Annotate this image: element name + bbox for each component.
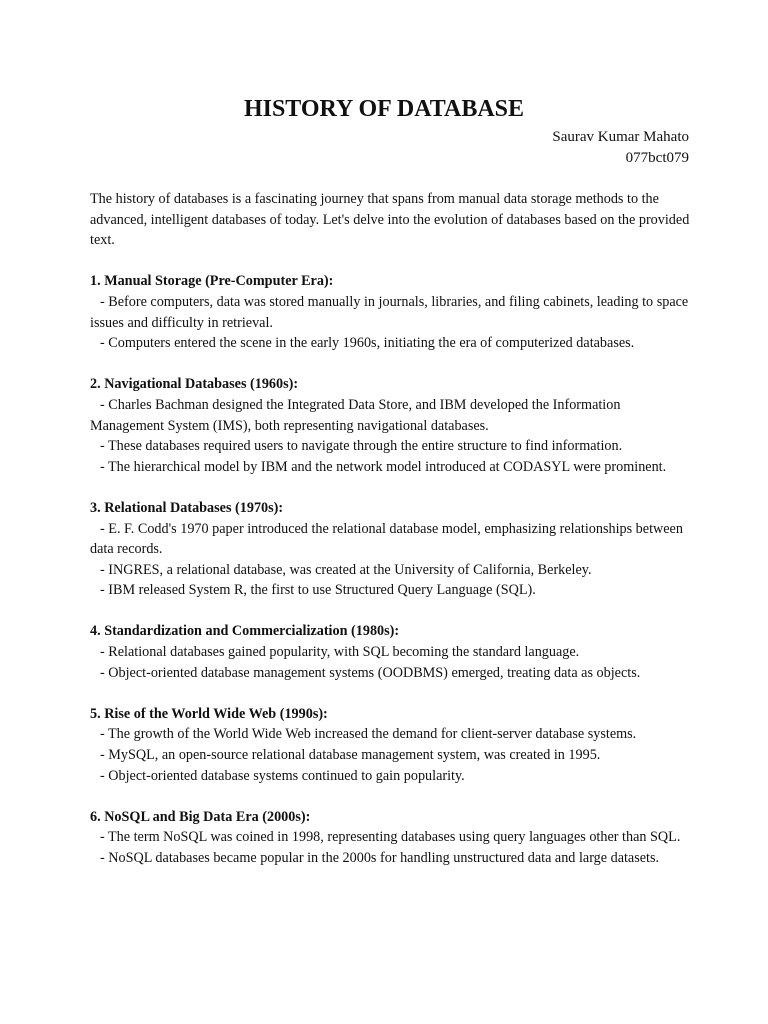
- section-world-wide-web: [90, 704, 690, 786]
- document-title: HISTORY OF DATABASE: [243, 96, 525, 122]
- section-navigational-databases: [90, 374, 690, 477]
- section-bullet: - Object-oriented database management systems (OODBMS) emerged, treating data as objects.: [100, 664, 641, 681]
- section-bullet: - IBM released System R, the first to use Structured Query Language (SQL).: [100, 582, 536, 599]
- section-heading: 5. Rise of the World Wide Web (1990s):: [90, 705, 328, 722]
- section-bullet: - The growth of the World Wide Web increased the demand for client-server database systems.: [100, 726, 637, 743]
- section-bullet: - Object-oriented database systems continued to gain popularity.: [100, 767, 465, 784]
- section-heading: 1. Manual Storage (Pre-Computer Era):: [90, 273, 334, 290]
- section-bullet: - Before computers, data was stored manually in journals, libraries, and filing cabinets, leading to space issues and difficulty in retrieval.: [90, 293, 689, 331]
- section-heading: 3. Relational Databases (1970s):: [90, 499, 284, 516]
- section-standardization: [90, 621, 690, 683]
- section-bullet: - Computers entered the scene in the early 1960s, initiating the era of computerized databases.: [100, 335, 635, 352]
- author-id: 077bct079: [625, 150, 689, 166]
- section-manual-storage: [90, 271, 690, 353]
- author-name: Saurav Kumar Mahato: [552, 129, 689, 145]
- section-bullet: - The hierarchical model by IBM and the network model introduced at CODASYL were prominent.: [100, 458, 667, 475]
- section-heading: 4. Standardization and Commercialization (1980s):: [90, 623, 400, 640]
- section-heading: 6. NoSQL and Big Data Era (2000s):: [90, 808, 311, 825]
- author-block: [552, 127, 689, 169]
- section-heading: 2. Navigational Databases (1960s):: [90, 376, 299, 393]
- section-bullet: - E. F. Codd's 1970 paper introduced the relational database model, emphasizing relationships between data records.: [90, 520, 683, 558]
- section-bullet: - These databases required users to navigate through the entire structure to find information.: [100, 438, 623, 455]
- section-bullet: - Charles Bachman designed the Integrated Data Store, and IBM developed the Information Management System (IMS), both representing navigational databases.: [90, 396, 621, 434]
- document-body: [90, 189, 690, 889]
- section-bullet: - INGRES, a relational database, was created at the University of California, Berkeley.: [100, 561, 592, 578]
- section-bullet: - Relational databases gained popularity, with SQL becoming the standard language.: [100, 644, 580, 661]
- intro-paragraph: The history of databases is a fascinating journey that spans from manual data storage methods to the advanced, intelligent databases of today. Let's delve into the evolution of databases based on the provided text.: [90, 191, 690, 249]
- section-bullet: - NoSQL databases became popular in the 2000s for handling unstructured data and large datasets.: [100, 850, 660, 866]
- section-bullet: - MySQL, an open-source relational database management system, was created in 1995.: [100, 747, 601, 764]
- section-bullet: - The term NoSQL was coined in 1998, representing databases using query languages other than SQL.: [100, 829, 681, 846]
- section-relational-databases: [90, 498, 690, 601]
- section-nosql-big-data: [90, 807, 690, 869]
